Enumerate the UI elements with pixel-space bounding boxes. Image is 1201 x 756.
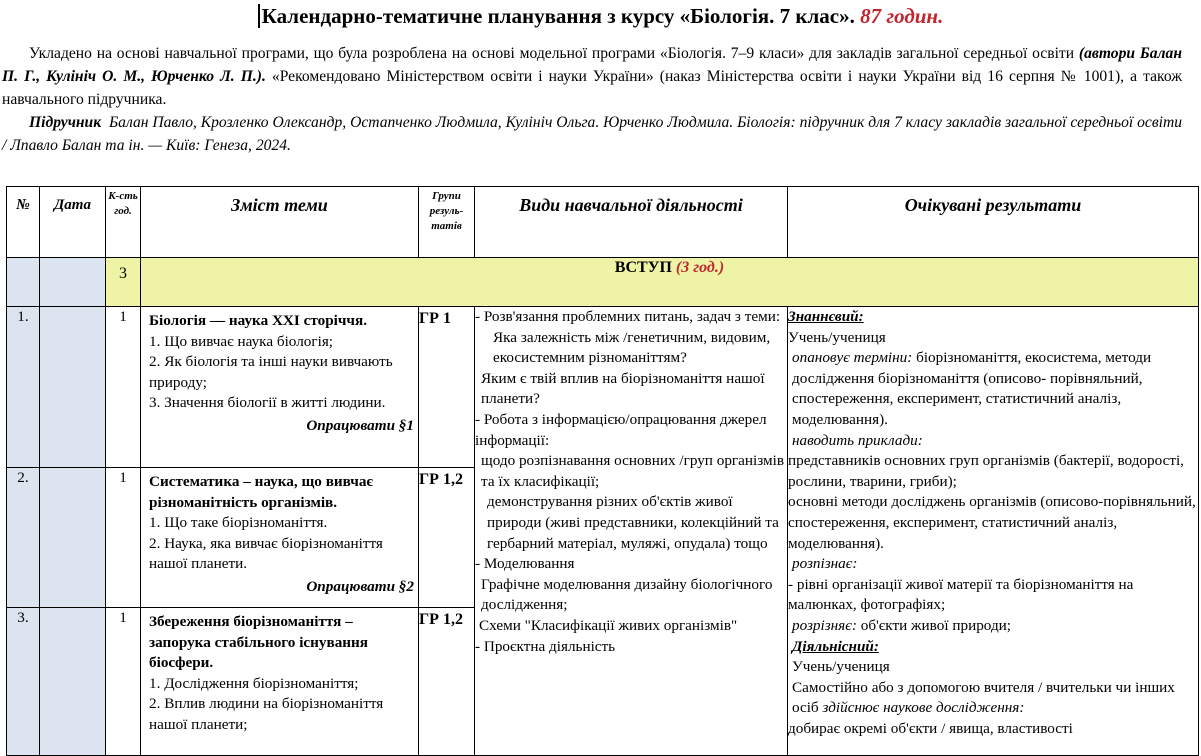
lesson-question: 3. Значення біології в житті людини. xyxy=(149,394,386,412)
activity-item: Яким є твій вплив на біорізноманіття нашої планети? xyxy=(481,369,765,408)
activity-item: Схеми "Класифікації живих організмів" xyxy=(479,616,738,634)
terms-text: біорізноманіття, екосистема, методи дослідження біорізноманіття (описово- порівняльний, спостереження, експеримент, статистичний аналіз, моделювання). xyxy=(792,349,1152,428)
recognition-text: - рівні організації живої матерії та біорізноманіття на малюнках, фотографіях; xyxy=(788,575,1134,614)
activity-item: - Моделювання xyxy=(475,555,575,573)
student-label: Учень/учениця xyxy=(792,658,890,676)
activities-cell xyxy=(475,307,788,756)
lesson-title: Біологія — наука XXI сторіччя. xyxy=(149,312,368,329)
title-main: Календарно-тематичне планування з курсу «Біологія. 7 клас». xyxy=(258,4,855,28)
page-title xyxy=(0,2,1201,30)
lesson-question: 1. Що таке біорізноманіття. xyxy=(149,514,328,532)
intro-authors: (автори Балан П. Г., Кулініч О. М., Юрченко Л. П.). xyxy=(2,45,1182,85)
lesson-date xyxy=(40,307,106,468)
lesson-count: 1 xyxy=(106,468,141,608)
lesson-title: Систематика – наука, що вивчає різноманітність організмів. xyxy=(149,473,373,511)
section-title-cell xyxy=(141,258,1199,307)
recognition-label: розпізнає: xyxy=(792,555,858,573)
lesson-question: 2. Наука, яка вивчає біорізноманіття нашої планети. xyxy=(149,534,383,573)
plan-table xyxy=(6,186,1199,756)
table-header-row xyxy=(7,187,1199,258)
results-cell xyxy=(788,307,1199,756)
lesson-date xyxy=(40,608,106,756)
header-groups: Групи резуль-татів xyxy=(419,187,475,258)
title-hours: 87 годин. xyxy=(860,4,944,28)
activity-item: Графічне моделювання дизайну біологічного дослідження; xyxy=(481,575,773,614)
textbook-reference: Балан Павло, Крозленко Олександр, Остапченко Людмила, Кулініч Ольга. Юрченко Людмила. Біологія: підручник для 7 класу закладів загальної середньої освіти / Лпавло Балан та ін. — Київ: Генеза, 2024. xyxy=(2,114,1183,154)
lesson-content xyxy=(141,307,419,468)
distinction-text: об'єкти живої природи; xyxy=(856,616,1012,634)
intro-paragraph xyxy=(2,42,1182,111)
activity-level-label: Діяльнісний: xyxy=(792,637,879,655)
section-number-cell xyxy=(7,258,40,307)
section-date-cell xyxy=(40,258,106,307)
textbook-paragraph xyxy=(2,111,1182,157)
lesson-question: 1. Що вивчає наука біологія; xyxy=(149,332,334,350)
terms-label: опановує терміни: xyxy=(792,349,913,367)
lesson-date xyxy=(40,468,106,608)
header-content: Зміст теми xyxy=(141,187,419,258)
lesson-count: 1 xyxy=(106,307,141,468)
lesson-number: 3. xyxy=(7,608,40,756)
intro-text-b: «Рекомендовано Міністерством освіти і науки України» (наказ Міністерства освіти і науки України від 16 серпня № 1001), а також навчального підручника. xyxy=(2,68,1182,108)
activity-text: Яка залежність між /генетичним, видовим, екосистемним різноманіттям? xyxy=(493,328,771,367)
lesson-question: 2. Вплив людини на біорізноманіття нашої планети; xyxy=(149,695,384,733)
section-hours: (3 год.) xyxy=(675,259,725,276)
knowledge-label: Знаннєвий: xyxy=(788,308,864,325)
activity-item: демонстрування різних об'єктів живої природи (живі представники, колекційний та гербарний матеріал, муляжі, опудала) тощо xyxy=(487,493,779,552)
header-count: К-сть год. xyxy=(106,187,141,258)
textbook-label: Підручник xyxy=(29,114,102,131)
section-count: 3 xyxy=(106,258,141,307)
lesson-assignment: Опрацювати §2 xyxy=(306,577,414,595)
lesson-question: 2. Як біологія та інші науки вивчають природу; xyxy=(149,353,393,391)
activity-item: - Робота з інформацією/опрацювання джерел інформації: xyxy=(475,410,767,449)
header-date: Дата xyxy=(40,187,106,258)
lesson-content xyxy=(141,608,419,756)
lesson-group: ГР 1,2 xyxy=(419,608,475,756)
activity-text-a: Самостійно або з допомогою вчителя / вчительки чи інших осіб xyxy=(792,678,1175,717)
activity-text-b: добирає окремі об'єкти / явища, властивості xyxy=(788,719,1073,737)
lesson-question: 1. Дослідження біорізноманіття; xyxy=(149,674,359,692)
lesson-content xyxy=(141,468,419,608)
examples-text: представників основних груп організмів (бактерії, водорості, рослини, тварини, гриби); xyxy=(788,452,1184,490)
lesson-group: ГР 1 xyxy=(419,307,475,468)
table-row xyxy=(7,307,1199,468)
activity-item: - Проєктна діяльність xyxy=(475,637,616,655)
lesson-number: 2. xyxy=(7,468,40,608)
intro-block xyxy=(2,42,1182,157)
header-results: Очікувані результати xyxy=(788,187,1199,258)
lesson-number: 1. xyxy=(7,307,40,468)
student-label: Учень/учениця xyxy=(788,328,886,346)
activity-item: - Розв'язання проблемних питань, задач з теми: xyxy=(475,308,781,325)
activity-item xyxy=(475,328,787,369)
lesson-group: ГР 1,2 xyxy=(419,468,475,608)
activity-text-emphasis: здійснює наукове дослідження: xyxy=(822,699,1025,717)
intro-text-a: Укладено на основі навчальної програми, що була розроблена на основі модельної програми «Біологія. 7–9 класи» для закладів загальної середньої освіти xyxy=(29,45,1079,62)
header-number: № xyxy=(7,187,40,258)
distinction-label: розрізняє: xyxy=(792,616,857,634)
header-activities: Види навчальної діяльності xyxy=(475,187,788,258)
lesson-title: Збереження біорізноманіття – запорука стабільного існування біосфери. xyxy=(149,613,369,672)
section-title: ВСТУП xyxy=(614,259,672,276)
examples-text: основні методи досліджень організмів (описово-порівняльний, спостереження, експеримент, статистичний аналіз, моделювання). xyxy=(788,493,1196,552)
lesson-assignment: Опрацювати §1 xyxy=(306,416,414,434)
lesson-count: 1 xyxy=(106,608,141,756)
section-row xyxy=(7,258,1199,307)
activity-item: щодо розпізнавання основних /груп організмів та їх класифікації; xyxy=(481,452,785,490)
examples-label: наводить приклади: xyxy=(792,431,923,449)
